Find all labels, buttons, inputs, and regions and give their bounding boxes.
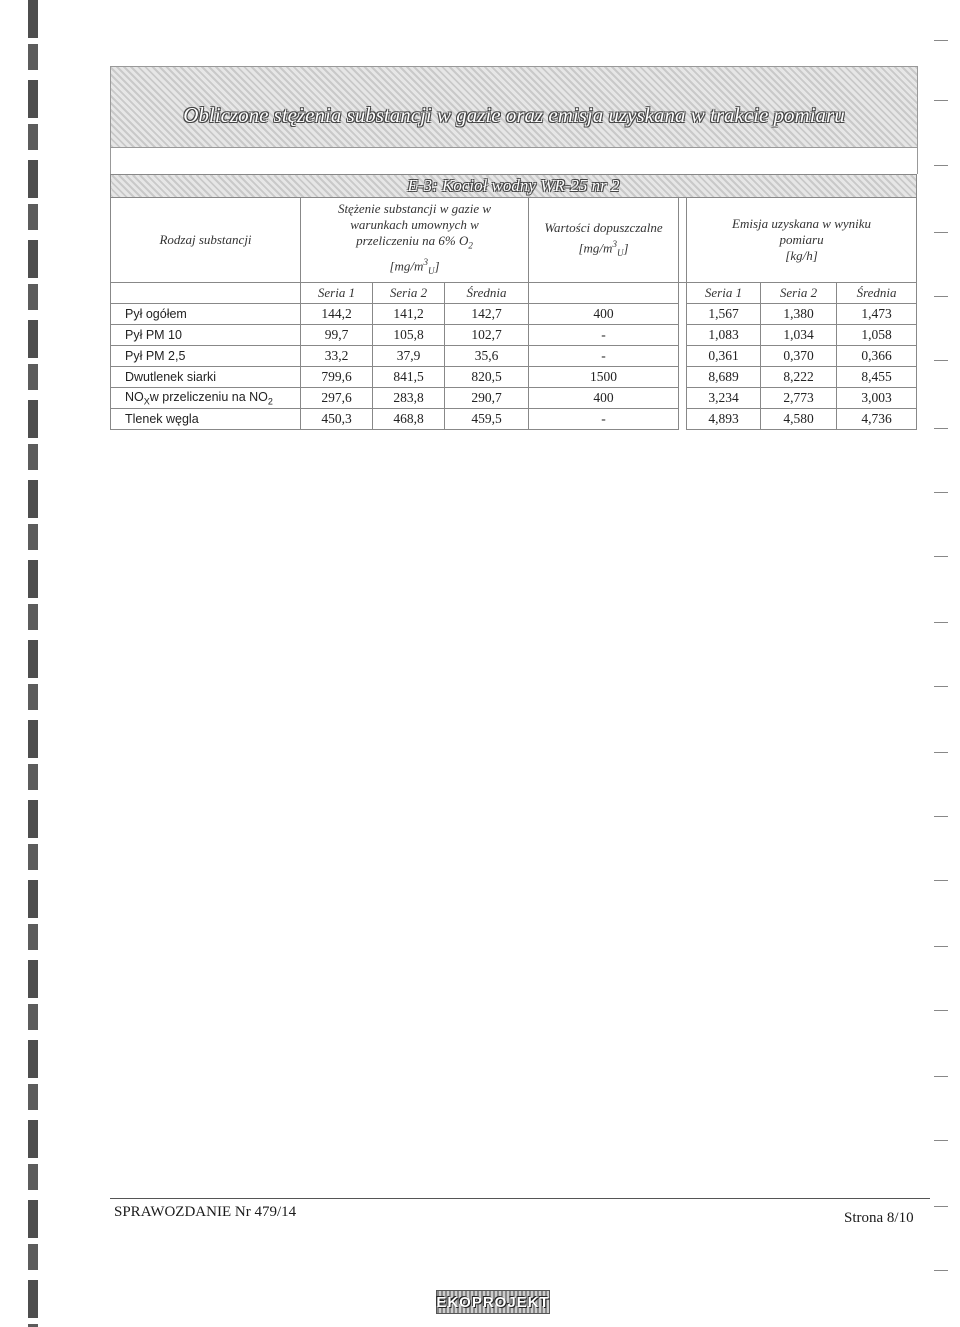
allowed-value: 1500 bbox=[529, 367, 679, 388]
allowed-value: - bbox=[529, 325, 679, 346]
conc-mean: 290,7 bbox=[445, 388, 529, 409]
conc-s2: 105,8 bbox=[373, 325, 445, 346]
allowed-value: - bbox=[529, 346, 679, 367]
conc-s1: 297,6 bbox=[301, 388, 373, 409]
table-row bbox=[111, 325, 917, 346]
emis-s1: 1,567 bbox=[687, 304, 761, 325]
emis-s2: 2,773 bbox=[761, 388, 837, 409]
conc-s2: 841,5 bbox=[373, 367, 445, 388]
emis-mean: 8,455 bbox=[837, 367, 917, 388]
emis-s2: 1,380 bbox=[761, 304, 837, 325]
emis-s2: 1,034 bbox=[761, 325, 837, 346]
emis-s1: 1,083 bbox=[687, 325, 761, 346]
substance-name: Pył PM 10 bbox=[111, 325, 301, 346]
allowed-value: 400 bbox=[529, 388, 679, 409]
emis-s1: 8,689 bbox=[687, 367, 761, 388]
header-allowed: Wartości dopuszczalne $[mg/m^3_U]$ bbox=[529, 198, 679, 283]
substance-name: Dwutlenek siarki bbox=[111, 367, 301, 388]
emis-mean: 1,058 bbox=[837, 325, 917, 346]
conc-mean: 459,5 bbox=[445, 409, 529, 430]
header-row bbox=[111, 198, 917, 283]
table-row bbox=[111, 409, 917, 430]
conc-mean: 820,5 bbox=[445, 367, 529, 388]
subheader-emis-s1: Seria 1 bbox=[687, 283, 761, 304]
conc-s1: 450,3 bbox=[301, 409, 373, 430]
header-substance: Rodzaj substancji bbox=[111, 198, 301, 283]
conc-s2: 37,9 bbox=[373, 346, 445, 367]
conc-s2: 468,8 bbox=[373, 409, 445, 430]
emis-s2: 8,222 bbox=[761, 367, 837, 388]
emis-s1: 0,361 bbox=[687, 346, 761, 367]
emis-mean: 3,003 bbox=[837, 388, 917, 409]
results-table bbox=[110, 174, 916, 430]
title-banner bbox=[110, 66, 918, 148]
table-row bbox=[111, 304, 917, 325]
header-emission: Emisja uzyskana w wyniku pomiaru [kg/h] bbox=[687, 198, 917, 283]
emis-mean: 1,473 bbox=[837, 304, 917, 325]
subheader-conc-s2: Seria 2 bbox=[373, 283, 445, 304]
conc-s1: 33,2 bbox=[301, 346, 373, 367]
allowed-value: 400 bbox=[529, 304, 679, 325]
subheader-conc-s1: Seria 1 bbox=[301, 283, 373, 304]
subheader-conc-mean: Średnia bbox=[445, 283, 529, 304]
source-label: E-3: Kocioł wodny WR-25 nr 2 bbox=[111, 175, 917, 198]
substance-name: Tlenek węgla bbox=[111, 409, 301, 430]
conc-mean: 35,6 bbox=[445, 346, 529, 367]
emis-s2: 4,580 bbox=[761, 409, 837, 430]
scan-binding-edge bbox=[28, 0, 38, 1327]
emis-mean: 0,366 bbox=[837, 346, 917, 367]
title-gap bbox=[110, 146, 918, 174]
conc-s1: 799,6 bbox=[301, 367, 373, 388]
conc-mean: 102,7 bbox=[445, 325, 529, 346]
scan-edge-marks bbox=[934, 0, 952, 1327]
conc-s2: 283,8 bbox=[373, 388, 445, 409]
conc-s2: 141,2 bbox=[373, 304, 445, 325]
table-row bbox=[111, 388, 917, 409]
emis-s2: 0,370 bbox=[761, 346, 837, 367]
header-concentration: Stężenie substancji w gazie w warunkach umownych w przeliczeniu na 6% $O_2$ $[mg/m^3_U]$ bbox=[301, 198, 529, 283]
source-bar bbox=[111, 175, 917, 198]
footer-divider bbox=[110, 1198, 930, 1199]
report-number: SPRAWOZDANIE Nr 479/14 bbox=[114, 1204, 297, 1220]
header-spacer bbox=[679, 198, 687, 283]
company-logo: EKOPROJEKT bbox=[436, 1290, 550, 1314]
emis-s1: 4,893 bbox=[687, 409, 761, 430]
emis-s1: 3,234 bbox=[687, 388, 761, 409]
subheader-emis-mean: Średnia bbox=[837, 283, 917, 304]
conc-s1: 99,7 bbox=[301, 325, 373, 346]
page-number: Strona 8/10 bbox=[844, 1210, 914, 1226]
substance-name: $NO_Xw$ przeliczeniu na $NO_2$ bbox=[111, 388, 301, 409]
emis-mean: 4,736 bbox=[837, 409, 917, 430]
allowed-value: - bbox=[529, 409, 679, 430]
table-row bbox=[111, 367, 917, 388]
substance-name: Pył PM 2,5 bbox=[111, 346, 301, 367]
page-title: Obliczone stężenia substancji w gazie oraz emisja uzyskana w trakcie pomiaru bbox=[183, 102, 845, 127]
table-row bbox=[111, 346, 917, 367]
substance-name: Pył ogółem bbox=[111, 304, 301, 325]
subheader-emis-s2: Seria 2 bbox=[761, 283, 837, 304]
subheader-row bbox=[111, 283, 917, 304]
conc-mean: 142,7 bbox=[445, 304, 529, 325]
conc-s1: 144,2 bbox=[301, 304, 373, 325]
